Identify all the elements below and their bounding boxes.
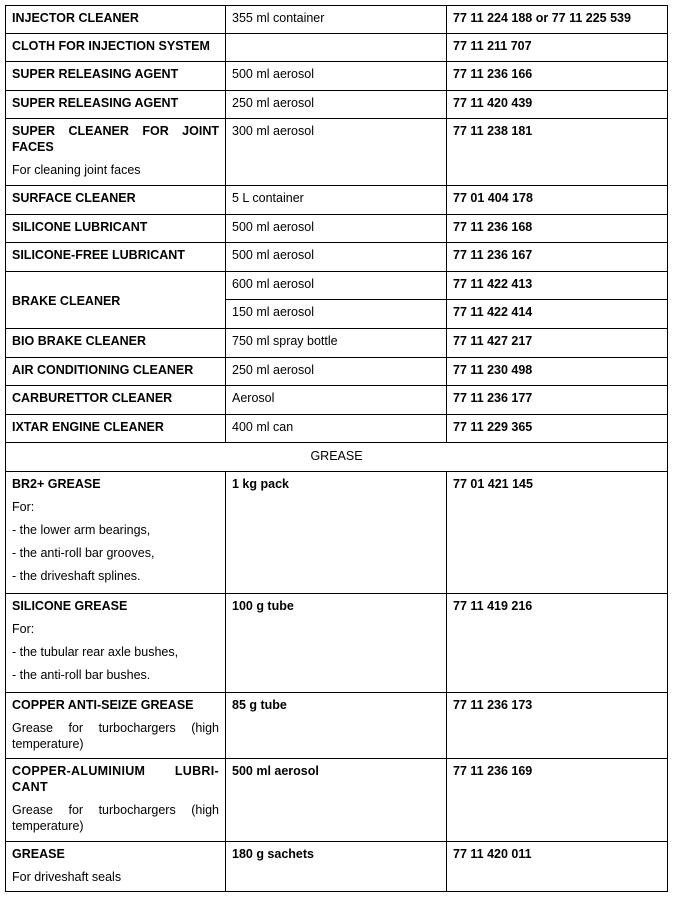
table-row: [6, 842, 668, 892]
reference-cell: 77 11 236 167: [447, 243, 668, 272]
reference-cell: 77 11 422 414: [447, 300, 668, 329]
reference-cell: 77 11 420 439: [447, 91, 668, 119]
product-cell: [6, 272, 226, 329]
product-cell: [6, 6, 226, 34]
packaging-cell: 600 ml aerosol: [226, 272, 447, 300]
table-row: [6, 119, 668, 186]
product-cell: [6, 34, 226, 62]
product-name: SILICONE GREASE: [12, 599, 128, 613]
packaging-cell: 400 ml can: [226, 415, 447, 443]
packaging-cell: 150 ml aerosol: [226, 300, 447, 329]
table-row: [6, 215, 668, 243]
product-name: SURFACE CLEANER: [12, 191, 136, 205]
table-row: [6, 186, 668, 215]
product-name: COPPER ANTI-SEIZE GREASE: [12, 698, 194, 712]
product-name: SUPER RELEASING AGENT: [12, 67, 179, 81]
product-cell: [6, 329, 226, 358]
reference-cell: 77 11 236 168: [447, 215, 668, 243]
table-row: [6, 759, 668, 842]
product-cell: [6, 91, 226, 119]
reference-cell: 77 11 427 217: [447, 329, 668, 358]
product-cell: [6, 759, 226, 842]
product-cell: [6, 415, 226, 443]
section-title: GREASE: [6, 443, 668, 472]
reference-cell: 77 11 236 177: [447, 386, 668, 415]
packaging-cell: Aerosol: [226, 386, 447, 415]
reference-cell: 77 11 236 169: [447, 759, 668, 842]
product-name: SUPER RELEASING AGENT: [12, 96, 179, 110]
packaging-cell: 250 ml aerosol: [226, 91, 447, 119]
table-row: [6, 415, 668, 443]
product-cell: [6, 842, 226, 892]
product-note: - the driveshaft splines.: [12, 569, 141, 583]
product-cell: [6, 215, 226, 243]
product-note: - the tubular rear axle bushes,: [12, 645, 179, 659]
table-row: [6, 693, 668, 759]
product-note: - the anti-roll bar bushes.: [12, 668, 151, 682]
product-cell: [6, 119, 226, 186]
table-row: [6, 358, 668, 386]
product-name: IXTAR ENGINE CLEANER: [12, 420, 164, 434]
reference-cell: 77 11 238 181: [447, 119, 668, 186]
reference-cell: 77 11 236 173: [447, 693, 668, 759]
packaging-cell: 300 ml aerosol: [226, 119, 447, 186]
packaging-cell: 250 ml aerosol: [226, 358, 447, 386]
section-header-row: [6, 443, 668, 472]
packaging-cell: 500 ml aerosol: [226, 243, 447, 272]
product-cell: [6, 358, 226, 386]
product-name: INJECTOR CLEANER: [12, 11, 139, 25]
product-cell: [6, 594, 226, 693]
product-name: GREASE: [12, 847, 65, 861]
packaging-cell: 500 ml aerosol: [226, 215, 447, 243]
product-note: For:: [12, 500, 35, 514]
product-note: For cleaning joint faces: [12, 163, 141, 177]
product-name: SILICONE LUBRICANT: [12, 220, 148, 234]
table-row: [6, 91, 668, 119]
table-row: [6, 472, 668, 594]
reference-cell: 77 01 404 178: [447, 186, 668, 215]
product-name: CARBURETTOR CLEANER: [12, 391, 173, 405]
table-row: [6, 34, 668, 62]
reference-cell: 77 01 421 145: [447, 472, 668, 594]
table-row: [6, 6, 668, 34]
product-cell: [6, 186, 226, 215]
reference-cell: 77 11 420 011: [447, 842, 668, 892]
table-row: [6, 272, 668, 300]
table-row: [6, 62, 668, 91]
product-note: For driveshaft seals: [12, 870, 122, 884]
packaging-cell: 355 ml container: [226, 6, 447, 34]
packaging-cell: 500 ml aerosol: [226, 62, 447, 91]
product-name: SILICONE-FREE LUBRICANT: [12, 248, 185, 262]
table-row: [6, 329, 668, 358]
packaging-cell: 85 g tube: [226, 693, 447, 759]
products-table: [5, 5, 668, 892]
packaging-cell: 500 ml aerosol: [226, 759, 447, 842]
product-cell: [6, 693, 226, 759]
product-cell: [6, 472, 226, 594]
reference-cell: 77 11 211 707: [447, 34, 668, 62]
packaging-cell: 750 ml spray bottle: [226, 329, 447, 358]
packaging-cell: 1 kg pack: [226, 472, 447, 594]
product-name: SUPER CLEANER FOR JOINT FACES: [12, 124, 219, 154]
table-row: [6, 386, 668, 415]
product-note: For:: [12, 622, 35, 636]
product-note: - the anti-roll bar grooves,: [12, 546, 155, 560]
product-cell: [6, 386, 226, 415]
reference-cell: 77 11 224 188 or 77 11 225 539: [447, 6, 668, 34]
packaging-cell: 100 g tube: [226, 594, 447, 693]
reference-cell: 77 11 236 166: [447, 62, 668, 91]
reference-cell: 77 11 229 365: [447, 415, 668, 443]
product-name: BRAKE CLEANER: [12, 293, 121, 308]
product-name: COPPER-ALUMINIUM LUBRI-CANT: [12, 764, 219, 794]
product-name: CLOTH FOR INJECTION SYSTEM: [12, 39, 210, 53]
reference-cell: 77 11 230 498: [447, 358, 668, 386]
packaging-cell: [226, 34, 447, 62]
table-row: [6, 594, 668, 693]
product-note: Grease for turbochargers (high temperature): [12, 803, 219, 833]
product-name: BR2+ GREASE: [12, 477, 101, 491]
product-note: Grease for turbochargers (high temperature): [12, 721, 219, 751]
product-name: AIR CONDITIONING CLEANER: [12, 363, 194, 377]
product-note: - the lower arm bearings,: [12, 523, 151, 537]
packaging-cell: 5 L container: [226, 186, 447, 215]
table-row: [6, 243, 668, 272]
packaging-cell: 180 g sachets: [226, 842, 447, 892]
product-cell: [6, 62, 226, 91]
reference-cell: 77 11 422 413: [447, 272, 668, 300]
reference-cell: 77 11 419 216: [447, 594, 668, 693]
product-cell: [6, 243, 226, 272]
product-name: BIO BRAKE CLEANER: [12, 334, 147, 348]
